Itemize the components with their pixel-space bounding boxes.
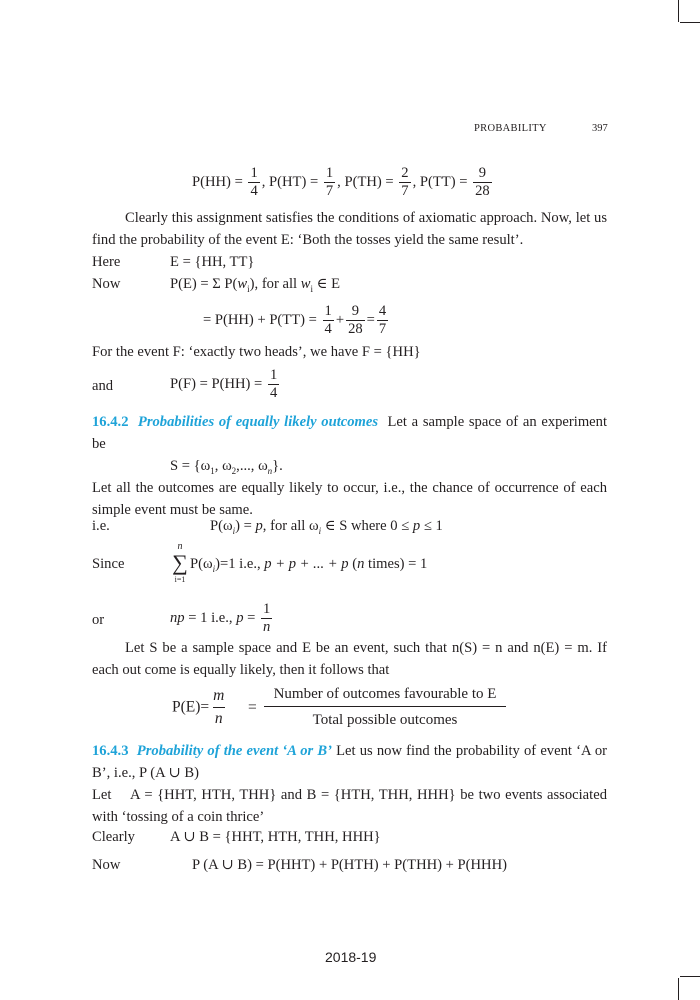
fraction — [377, 303, 388, 338]
denominator: 7 — [325, 183, 334, 199]
numerator: 1 — [325, 165, 334, 181]
numerator: 1 — [263, 601, 271, 617]
crop-mark-bottom-horizontal — [680, 976, 700, 977]
denominator: 4 — [250, 183, 258, 199]
fraction — [324, 165, 335, 200]
section-title: Probabilities of equally likely outcomes — [137, 414, 379, 430]
eq-sub: 2 — [231, 465, 237, 476]
denominator: 4 — [269, 385, 278, 401]
eq-sub: i — [232, 525, 236, 536]
eq-text: + — [335, 311, 345, 328]
fraction — [248, 165, 259, 200]
numerator: 1 — [324, 303, 332, 319]
eq-text: P(E)= — [172, 698, 210, 716]
eq-text: = — [366, 311, 375, 328]
since-label: Since — [92, 556, 125, 572]
eq-text: ≤ 1 — [420, 518, 443, 534]
denominator — [261, 618, 272, 636]
eq-text: P(ω — [190, 556, 213, 572]
eq-sub: i — [212, 563, 216, 574]
numerator: 4 — [378, 303, 387, 319]
formula-equals: = — [248, 699, 257, 716]
eq-var: p — [412, 518, 421, 534]
numerator: m — [213, 687, 225, 704]
eq-text: }. — [272, 458, 283, 474]
fraction — [261, 601, 272, 636]
let-text: A = {HHT, HTH, THH} and B = {HTH, THH, HHH} be two events associated with ‘tossing of a coin thrice’ — [92, 787, 607, 825]
numerator: 1 — [250, 165, 258, 181]
crop-mark-bottom-vertical — [678, 978, 679, 1000]
or-expression — [170, 601, 274, 636]
eq-sub: i — [247, 283, 250, 294]
paragraph-text: Clearly this assignment satisfies the conditions of axiomatic approach. Now, let us find the probability of the event E: ‘Both the tosses yield the same result’. — [92, 210, 607, 248]
ie-label: i.e. — [92, 518, 110, 534]
section-number: 16.4.3 — [92, 743, 129, 759]
eq-text: )=1 i.e., — [215, 556, 265, 572]
paragraph-axiomatic — [92, 208, 607, 251]
let-label: Let — [92, 787, 112, 803]
denominator: 7 — [401, 183, 409, 199]
here-expression: E = {HH, TT} — [170, 254, 255, 270]
and-label: and — [92, 378, 114, 394]
running-header — [474, 123, 547, 134]
eq-var: p + p + ... + p — [264, 556, 349, 572]
equation-sum-e — [203, 303, 390, 338]
eq-text: P(F) = P(HH) = — [170, 375, 263, 392]
paragraph-text: Let S be a sample space and E be an event, such that n(S) = n and n(E) = m. If each out come is equally likely, then it follows that — [92, 640, 607, 678]
eq-text: , for all ω — [262, 518, 319, 534]
fraction — [268, 367, 279, 402]
now2-label: Now — [92, 857, 121, 873]
clearly-label: Clearly — [92, 829, 135, 845]
section-16-4-2 — [92, 412, 607, 455]
footer-year: 2018-19 — [325, 949, 377, 965]
event-f-line: For the event F: ‘exactly two heads’, we have F = {HH} — [92, 344, 421, 360]
now-label: Now — [92, 276, 121, 292]
here-label: Here — [92, 254, 121, 270]
paragraph-equally-likely — [92, 478, 607, 521]
eq-text: ), for all — [249, 276, 301, 292]
eq-sub: i — [310, 283, 313, 294]
now-expression — [170, 274, 340, 299]
sum-lower-limit: i=1 — [174, 575, 186, 584]
paragraph-sample-space — [92, 638, 607, 681]
page-number: 397 — [592, 123, 608, 134]
eq-text: times) = 1 — [364, 556, 428, 572]
fraction — [473, 165, 492, 200]
sum-upper-limit: n — [177, 541, 183, 552]
eq-text: , P(HT) = — [261, 173, 319, 190]
section-number: 16.4.2 — [92, 414, 129, 430]
fraction — [323, 303, 334, 338]
eq-text: = 1 i.e., — [184, 609, 237, 626]
section-title: Probability of the event ‘A or B’ — [136, 743, 332, 759]
denominator: 7 — [378, 321, 387, 337]
eq-text: P(HH) = — [192, 173, 243, 190]
fraction — [346, 303, 365, 338]
section-16-4-3 — [92, 741, 607, 784]
eq-text: ∈ E — [312, 276, 340, 292]
eq-text: P(ω — [210, 518, 233, 534]
numerator: 1 — [269, 367, 278, 383]
eq-text: = — [243, 609, 256, 626]
running-title: PROBABILITY — [474, 123, 547, 134]
eq-text: ) = — [235, 518, 256, 534]
and-expression — [170, 367, 281, 402]
since-expression — [190, 554, 427, 579]
eq-text: , ω — [214, 458, 232, 474]
or-label: or — [92, 612, 105, 628]
clearly-expression: A ∪ B = {HHT, HTH, THH, HHH} — [170, 829, 381, 845]
eq-var: n — [357, 556, 365, 572]
eq-var: p — [255, 518, 263, 534]
denominator: 28 — [475, 183, 490, 199]
eq-var: w — [237, 276, 248, 292]
eq-var: w — [300, 276, 311, 292]
eq-text: = P(HH) + P(TT) = — [203, 311, 317, 328]
formula-probability — [172, 685, 228, 730]
eq-sub: n — [267, 465, 273, 476]
formula-numerator: Number of outcomes favourable to E — [273, 686, 497, 702]
eq-var: np — [170, 609, 185, 626]
sigma-icon: ∑ — [172, 550, 188, 575]
equation-probabilities — [192, 165, 494, 200]
eq-text: ∈ S where 0 ≤ — [321, 518, 413, 534]
formula-ratio — [264, 684, 506, 730]
eq-text: ( — [348, 556, 358, 572]
eq-text: ,..., ω — [236, 458, 268, 474]
denominator: 28 — [348, 321, 363, 337]
paragraph-text: Let all the outcomes are equally likely to occur, i.e., the chance of occurrence of each simple event must be same. — [92, 480, 607, 518]
numerator: 9 — [351, 303, 359, 319]
fraction — [399, 165, 410, 200]
section-text: Let a sample space of an experiment be — [92, 414, 607, 452]
denominator: n — [213, 707, 225, 730]
eq-text: S = {ω — [170, 458, 211, 474]
numerator: 2 — [401, 165, 409, 181]
now2-expression: P (A ∪ B) = P(HHT) + P(HTH) + P(THH) + P(HHH) — [192, 857, 507, 873]
formula-denominator: Total possible outcomes — [264, 706, 506, 730]
denominator: 4 — [324, 321, 332, 337]
ie-expression — [210, 516, 443, 541]
eq-text: , P(TT) = — [412, 173, 468, 190]
eq-var: p — [236, 609, 244, 626]
eq-sub: 1 — [210, 465, 215, 476]
denominator-var: n — [263, 619, 271, 635]
section-text: Let us now find the probability of event ‘A or B’, i.e., P (A ∪ B) — [92, 743, 607, 781]
eq-sub: i — [318, 525, 322, 536]
crop-mark-top-vertical — [678, 0, 679, 22]
fraction — [211, 685, 226, 730]
eq-text: P(E) = Σ P( — [170, 276, 238, 292]
numerator: 9 — [478, 165, 487, 181]
crop-mark-top-horizontal — [680, 22, 700, 23]
summation-symbol — [170, 542, 190, 586]
eq-text: , P(TH) = — [337, 173, 394, 190]
